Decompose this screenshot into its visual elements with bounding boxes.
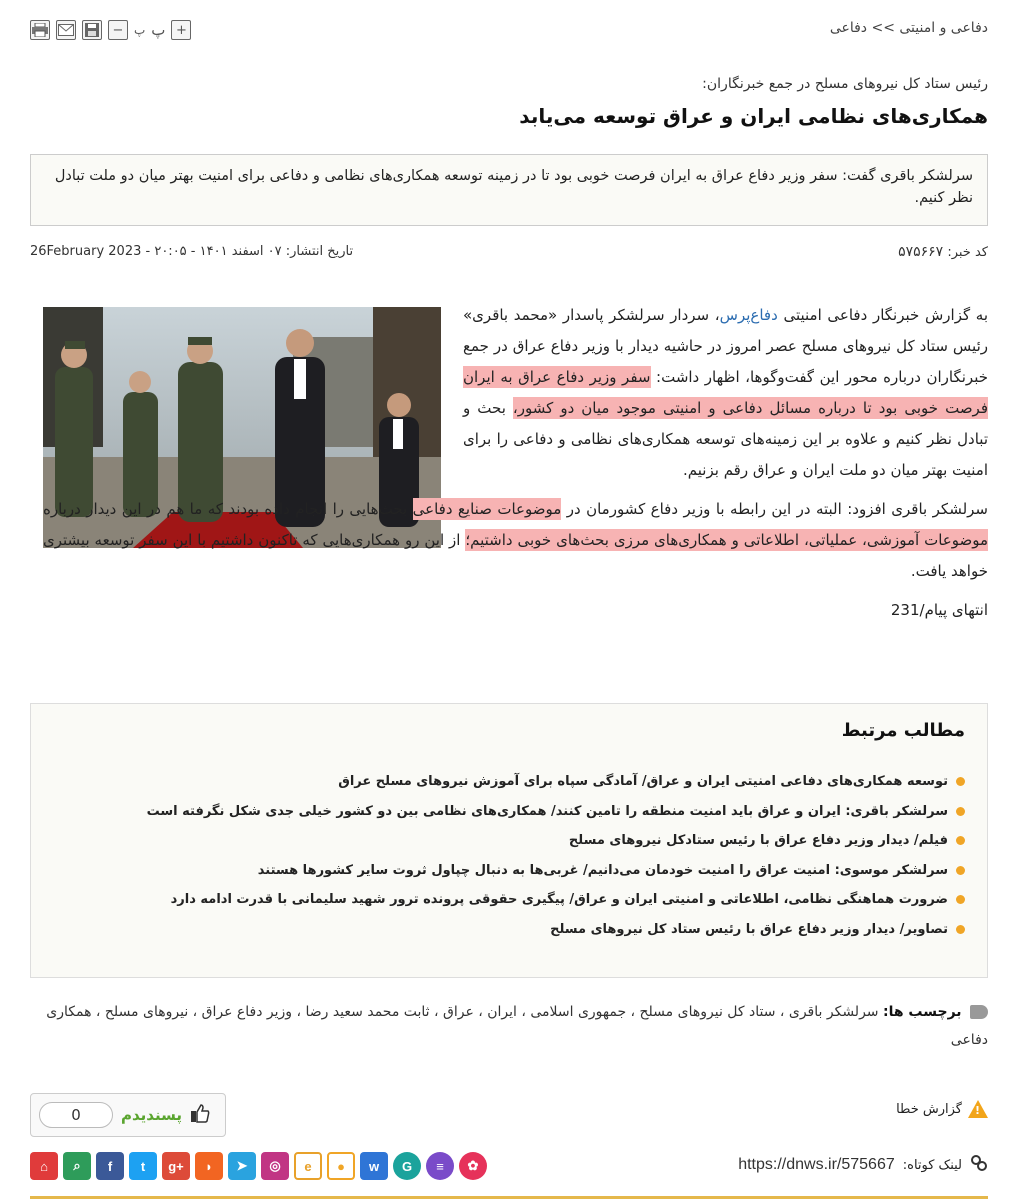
text-run: بحث و تبادل نظر کنیم و علاوه بر این زمینه‌های توسعه همکاری‌های نظامی و دفاعی را برای امنیت بهتر میان دو ملت ایران و عراق رقم بزنیم. (463, 399, 988, 479)
tags (33, 998, 988, 1054)
source-link[interactable]: دفاع‌پرس (719, 306, 778, 324)
soroush-icon[interactable]: ● (327, 1152, 355, 1180)
news-code-label: کد خبر: (947, 245, 988, 260)
rss-icon[interactable]: ◗ (195, 1152, 223, 1180)
report-error-label[interactable]: گزارش خطا (896, 1101, 962, 1117)
highlighted-quote: سفر وزیر دفاع عراق به ایران فرصت خوبی بود تا درباره مسائل دفاعی و امنیتی موجود میان دو کشور، (463, 368, 988, 417)
list-item[interactable] (53, 767, 965, 797)
thumbs-up-icon[interactable] (190, 1103, 210, 1128)
like-count: 0 (39, 1102, 113, 1128)
text-run: بحث‌هایی را انجام داده بودند که ما هم در این دیدار درباره (43, 500, 413, 518)
google-plus-icon[interactable]: g+ (162, 1152, 190, 1180)
related-link[interactable]: توسعه همکاری‌های دفاعی امنیتی ایران و عراق/ آمادگی سپاه برای آموزش نیروهای مسلح عراق (338, 774, 948, 789)
highlighted-quote: موضوعات آموزشی، عملیاتی، اطلاعاتی و همکاری‌های مرزی بحث‌های خوبی داشتیم؛ (465, 531, 988, 549)
bullet-icon (956, 866, 965, 875)
email-icon[interactable] (56, 20, 76, 40)
text-run: سرلشکر باقری افزود: البته در این رابطه با وزیر دفاع کشورمان در (561, 500, 988, 518)
text-run: از این رو همکاری‌هایی که تاکنون داشتیم با این سفر توسعه بیشتری خواهد یافت. (43, 531, 988, 580)
list-item[interactable] (53, 885, 965, 915)
publish-date (30, 244, 353, 259)
search-icon[interactable]: ⌕ (63, 1152, 91, 1180)
news-code-value: ۵۷۵۶۶۷ (898, 244, 944, 260)
related-link[interactable]: تصاویر/ دیدار وزیر دفاع عراق با رئیس ستاد کل نیروهای مسلح (550, 921, 948, 937)
save-icon[interactable] (82, 20, 102, 40)
related-list (53, 767, 965, 944)
aparat-icon[interactable]: ✿ (459, 1152, 487, 1180)
instagram-icon[interactable]: ◎ (261, 1152, 289, 1180)
list-item[interactable] (53, 797, 965, 827)
social-share-bar (30, 1152, 487, 1180)
bullet-icon (956, 777, 965, 786)
facebook-icon[interactable]: f (96, 1152, 124, 1180)
telegram-icon[interactable]: ➤ (228, 1152, 256, 1180)
breadcrumb[interactable]: دفاعی و امنیتی >> دفاعی (829, 20, 988, 36)
related-link[interactable]: فیلم/ دیدار وزیر دفاع عراق با رئیس ستادکل نیروهای مسلح (568, 833, 948, 848)
eitaa-icon[interactable]: e (294, 1152, 322, 1180)
article-toolbar (30, 20, 191, 40)
short-link-url[interactable]: https://dnws.ir/575667 (738, 1156, 895, 1173)
zoom-in-icon[interactable]: + (171, 20, 191, 40)
list-item[interactable] (53, 856, 965, 886)
bullet-icon (956, 807, 965, 816)
article-subtitle: رئیس ستاد کل نیروهای مسلح در جمع خبرنگاران: (702, 76, 988, 92)
tags-list[interactable]: سرلشکر باقری ، ستاد کل نیروهای مسلح ، جمهوری اسلامی ، ایران ، عراق ، ثابت محمد سعید رضا ، وزیر دفاع عراق ، نیروهای مسلح ، همکاری دفاعی (46, 1004, 988, 1048)
gap-icon[interactable]: G (393, 1152, 421, 1180)
publish-date-value: ۰۷ اسفند ۱۴۰۱ - ۲۰:۰۵ - 26February 2023 (30, 244, 282, 259)
footer-divider (30, 1196, 988, 1199)
related-articles (30, 703, 988, 978)
related-heading: مطالب مرتبط (841, 720, 965, 741)
font-size-large[interactable]: پ (151, 21, 166, 39)
zoom-out-icon[interactable]: − (108, 20, 128, 40)
article-paragraph (43, 494, 988, 587)
like-button-label[interactable]: پسندیدم (121, 1106, 182, 1124)
link-icon (970, 1154, 988, 1176)
list-item[interactable] (53, 826, 965, 856)
bullet-icon (956, 895, 965, 904)
rubika-icon[interactable]: ≡ (426, 1152, 454, 1180)
short-link-label: لینک کوتاه: (902, 1157, 962, 1173)
short-link (738, 1154, 988, 1176)
news-code (898, 244, 988, 260)
article-end: انتهای پیام/231 (890, 601, 988, 619)
home-icon[interactable]: ⌂ (30, 1152, 58, 1180)
twitter-icon[interactable]: t (129, 1152, 157, 1180)
related-link[interactable]: سرلشکر باقری: ایران و عراق باید امنیت منطقه را تامین کنند/ همکاری‌های نظامی بین دو کشور خیلی جدی شکل نگرفته است (146, 803, 948, 819)
list-item[interactable] (53, 915, 965, 945)
tag-icon (970, 1005, 988, 1019)
article-paragraph (463, 300, 988, 486)
publish-date-label: تاریخ انتشار: (285, 244, 354, 259)
report-error[interactable] (896, 1100, 988, 1118)
warning-icon: ! (968, 1100, 988, 1118)
related-link[interactable]: ضرورت هماهنگی نظامی، اطلاعاتی و امنیتی ایران و عراق/ پیگیری حقوقی پرونده ترور شهید سلیمانی با قدرت ادامه دارد (170, 892, 948, 907)
bale-icon[interactable]: w (360, 1152, 388, 1180)
article-lead: سرلشکر باقری گفت: سفر وزیر دفاع عراق به ایران فرصت خوبی بود تا در زمینه توسعه همکاری‌های نظامی و دفاعی برای امنیت بهتر میان دو ملت تبادل نظر کنیم. (30, 154, 988, 226)
article-body (43, 300, 988, 634)
text-run: ، سردار سرلشکر پاسدار «محمد باقری» رئیس ستاد کل نیروهای مسلح عصر امروز در حاشیه دیدار با وزیر دفاع عراق در جمع خبرنگاران درباره محور این گفت‌وگوها، اظهار داشت: (463, 306, 988, 386)
print-icon[interactable] (30, 20, 50, 40)
text-run: به گزارش خبرنگار دفاعی امنیتی (777, 306, 988, 324)
page-title: همکاری‌های نظامی ایران و عراق توسعه می‌یابد (519, 104, 988, 128)
bullet-icon (956, 836, 965, 845)
related-link[interactable]: سرلشکر موسوی: امنیت عراق را امنیت خودمان می‌دانیم/ غربی‌ها به دنبال چپاول ثروت سایر کشورها هستند (257, 862, 948, 878)
bullet-icon (956, 925, 965, 934)
tags-label: برچسب ها: (882, 1004, 962, 1020)
highlighted-quote: موضوعات صنایع دفاعی (412, 500, 562, 518)
font-size-small[interactable]: پ (134, 23, 146, 37)
like-box (30, 1093, 226, 1137)
